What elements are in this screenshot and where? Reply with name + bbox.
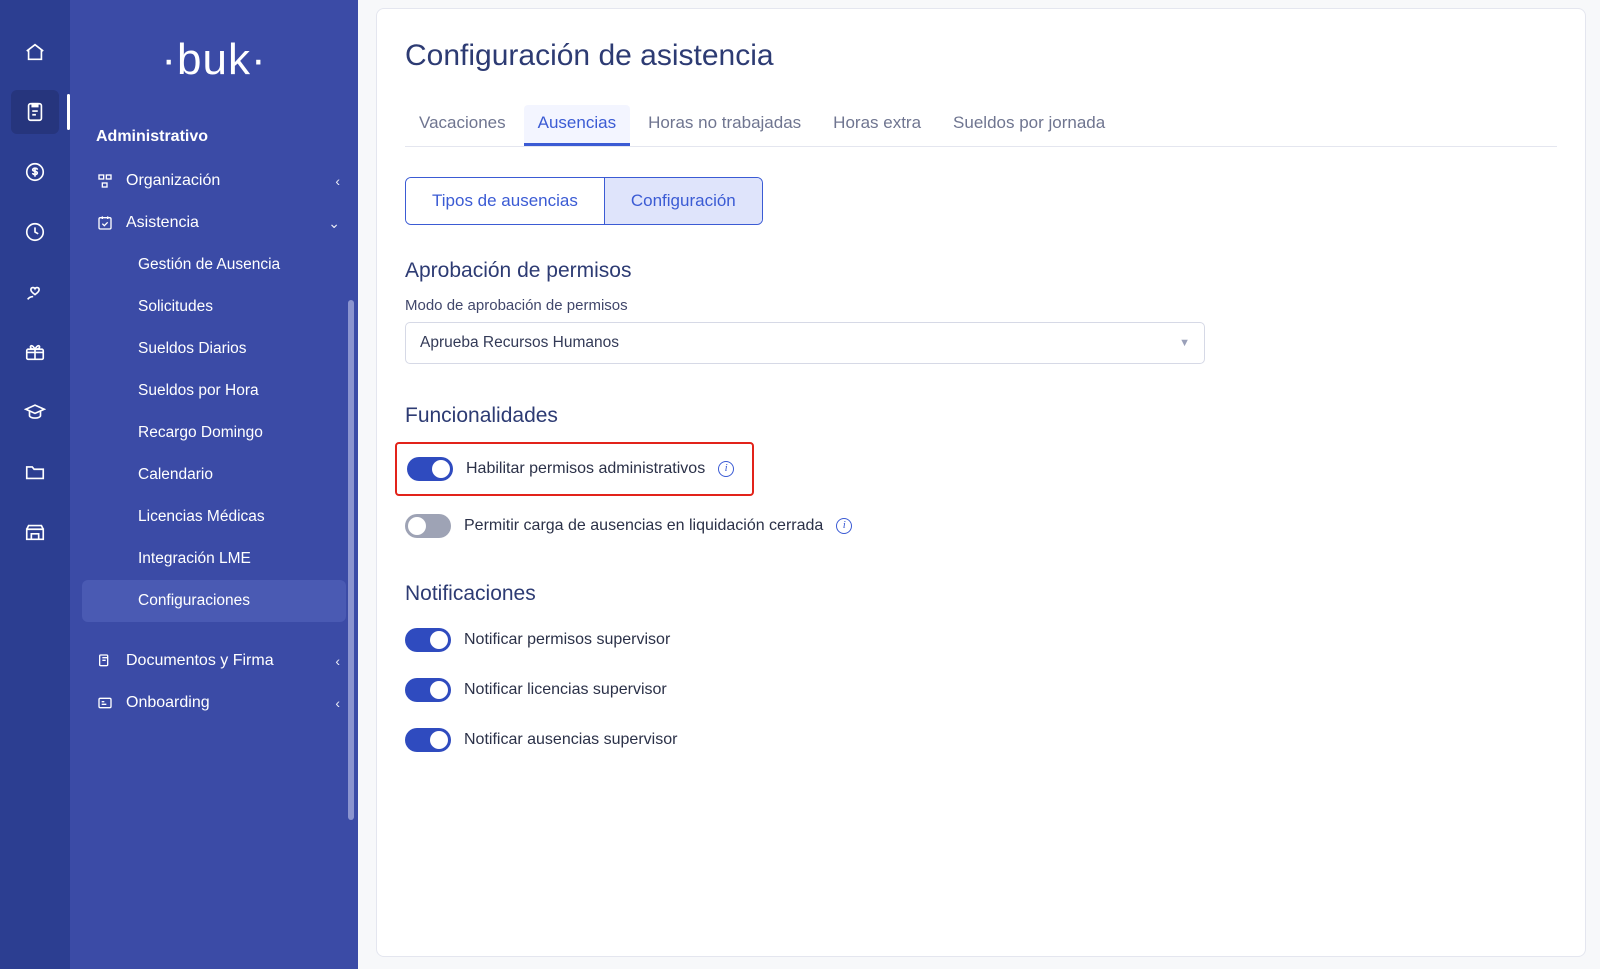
sidebar-item-label: Organización [126, 172, 221, 189]
sidebar-submenu-asistencia [70, 244, 358, 622]
gift-icon[interactable] [11, 330, 59, 374]
sidebar-scrollbar[interactable] [348, 300, 354, 820]
toggle-row-notificar-permisos-supervisor[interactable] [399, 620, 676, 660]
sidebar-section-title: Administrativo [96, 128, 209, 145]
sidebar-item-configuraciones[interactable]: Configuraciones [82, 580, 346, 622]
chevron-left-icon: ‹ [335, 695, 340, 711]
sidebar [70, 0, 358, 969]
sidebar-item-label: Asistencia [126, 214, 199, 231]
toggle-label: Notificar ausencias supervisor [464, 731, 678, 748]
toggle-knob [408, 517, 426, 535]
toggle-label: Habilitar permisos administrativos [466, 460, 706, 477]
building-icon[interactable] [11, 510, 59, 554]
clipboard-icon[interactable] [11, 90, 59, 134]
toggle-knob [430, 681, 448, 699]
sidebar-item-label: Documentos y Firma [126, 652, 274, 669]
tab-vacaciones[interactable]: Vacaciones [419, 113, 506, 132]
section-title-funcionalidades: Funcionalidades [405, 404, 558, 427]
home-icon[interactable] [11, 30, 59, 74]
org-chart-icon [96, 173, 114, 189]
toggle-knob [432, 460, 450, 478]
chevron-down-icon: ▼ [1179, 337, 1190, 349]
settings-card [376, 8, 1586, 957]
dollar-circle-icon[interactable] [11, 150, 59, 194]
sidebar-item-organizacion[interactable] [70, 160, 358, 202]
heart-hand-icon[interactable] [11, 270, 59, 314]
info-icon[interactable]: i [836, 518, 852, 534]
segment-configuracion[interactable]: Configuración [604, 178, 762, 224]
graduation-cap-icon[interactable] [11, 390, 59, 434]
toggle-notificar-ausencias-supervisor[interactable] [405, 728, 451, 752]
toggle-notificar-licencias-supervisor[interactable] [405, 678, 451, 702]
section-title-notificaciones: Notificaciones [405, 582, 536, 605]
clock-icon[interactable] [11, 210, 59, 254]
sidebar-item-recargo-domingo[interactable]: Recargo Domingo [138, 424, 263, 441]
info-icon[interactable]: i [718, 461, 734, 477]
field-label-modo-aprobacion: Modo de aprobación de permisos [405, 297, 628, 314]
sidebar-item-asistencia[interactable] [70, 202, 358, 244]
toggle-row-habilitar-permisos-administrativos[interactable] [395, 442, 754, 496]
chevron-left-icon: ‹ [335, 653, 340, 669]
sidebar-item-solicitudes[interactable]: Solicitudes [138, 298, 213, 315]
toggle-habilitar-permisos-administrativos[interactable] [407, 457, 453, 481]
select-value: Aprueba Recursos Humanos [420, 334, 620, 351]
sidebar-item-licencias-medicas[interactable]: Licencias Médicas [138, 508, 265, 525]
onboarding-icon [96, 695, 114, 711]
toggle-knob [430, 631, 448, 649]
tab-horas-extra[interactable]: Horas extra [833, 113, 922, 132]
tab-sueldos-por-jornada[interactable]: Sueldos por jornada [953, 113, 1106, 132]
sidebar-item-sueldos-por-hora[interactable]: Sueldos por Hora [138, 382, 259, 399]
toggle-row-notificar-licencias-supervisor[interactable] [399, 670, 673, 710]
sidebar-item-gestion-de-ausencia[interactable]: Gestión de Ausencia [138, 256, 281, 273]
segment-tipos-de-ausencias[interactable]: Tipos de ausencias [406, 178, 604, 224]
section-title-aprobacion: Aprobación de permisos [405, 259, 632, 282]
sidebar-item-documentos-y-firma[interactable] [70, 640, 358, 682]
chevron-left-icon: ‹ [335, 173, 340, 189]
sidebar-item-integracion-lme[interactable]: Integración LME [138, 550, 251, 567]
tab-ausencias[interactable]: Ausencias [524, 105, 630, 146]
sidebar-item-calendario[interactable]: Calendario [138, 466, 213, 483]
folder-icon[interactable] [11, 450, 59, 494]
toggle-row-notificar-ausencias-supervisor[interactable] [399, 720, 683, 760]
brand-logo[interactable] [70, 0, 358, 120]
toggle-permitir-carga-liquidacion-cerrada[interactable] [405, 514, 451, 538]
sidebar-item-label: Onboarding [126, 694, 210, 711]
notificaciones-toggle-list [405, 620, 1557, 760]
tab-horas-no-trabajadas[interactable]: Horas no trabajadas [648, 113, 802, 132]
toggle-notificar-permisos-supervisor[interactable] [405, 628, 451, 652]
icon-rail [0, 0, 70, 969]
page-title: Configuración de asistencia [405, 39, 774, 72]
tab-bar [405, 105, 1557, 147]
toggle-label: Notificar permisos supervisor [464, 631, 671, 648]
sidebar-item-sueldos-diarios[interactable]: Sueldos Diarios [138, 340, 247, 357]
content-area [358, 0, 1600, 969]
calendar-check-icon [96, 215, 114, 231]
segmented-control [405, 177, 763, 225]
toggle-knob [430, 731, 448, 749]
brand-text: ·buk· [161, 35, 267, 84]
toggle-label: Permitir carga de ausencias en liquidación cerrada [464, 517, 824, 534]
modo-aprobacion-select[interactable] [405, 322, 1205, 364]
documents-icon [96, 653, 114, 669]
toggle-label: Notificar licencias supervisor [464, 681, 667, 698]
sidebar-item-onboarding[interactable] [70, 682, 358, 724]
chevron-down-icon: ⌄ [328, 214, 340, 231]
toggle-row-permitir-carga-liquidacion-cerrada[interactable] [399, 506, 858, 546]
funcionalidades-toggle-list [405, 442, 1557, 546]
